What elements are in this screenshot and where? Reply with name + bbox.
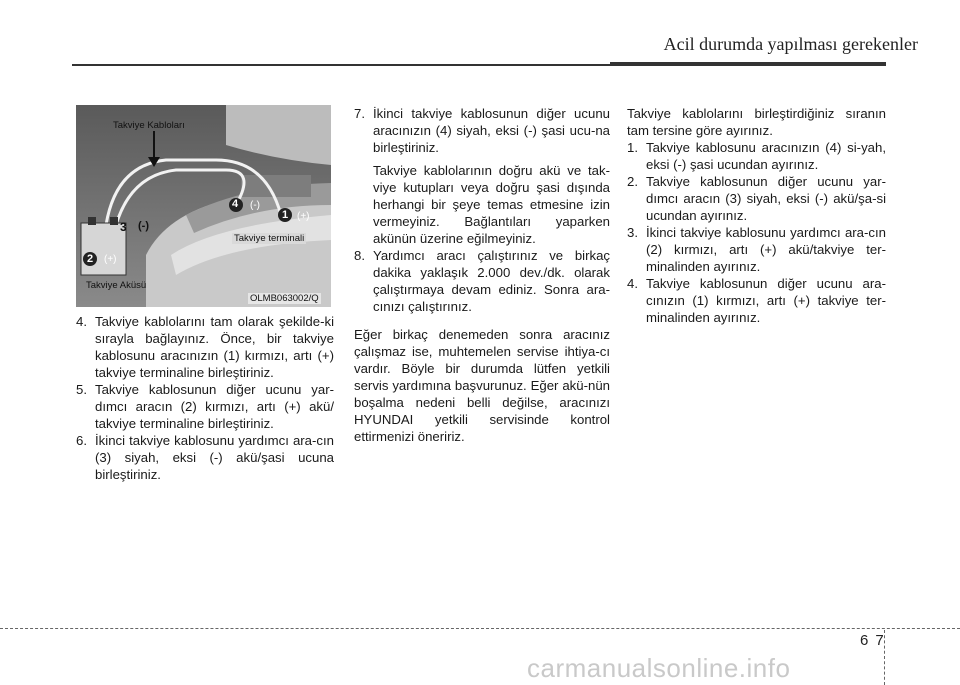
section-title: Acil durumda yapılması gerekenler bbox=[663, 34, 918, 54]
figure-callout-1: 1 bbox=[282, 209, 289, 221]
figure-label-terminal: Takviye terminali bbox=[234, 233, 305, 244]
figure-sign-4: (-) bbox=[250, 200, 260, 211]
figure-callout-2: 2 bbox=[87, 253, 94, 265]
intro-paragraph: Takviye kablolarını birleştirdiğiniz sıranın tam tersine göre ayırınız. bbox=[627, 106, 886, 138]
figure-callout-3: 3 bbox=[120, 220, 127, 234]
step-item bbox=[354, 247, 610, 315]
step-item bbox=[76, 432, 334, 483]
step-item bbox=[627, 275, 886, 326]
step-item bbox=[76, 313, 334, 381]
figure-sign-2: (+) bbox=[104, 254, 117, 265]
middle-column bbox=[354, 105, 610, 445]
left-column bbox=[76, 313, 334, 483]
step-item bbox=[627, 139, 886, 173]
header-rule-accent bbox=[610, 62, 886, 66]
figure-sign-1: (+) bbox=[297, 211, 310, 222]
step-text: Yardımcı aracı çalıştırınız ve birkaç dakika yaklaşık 2.000 dev./dk. olarak çalıştırmaya devam ediniz. Sonra ara-cınızı çalıştırınız. bbox=[373, 248, 610, 314]
step-text: Takviye kablosunun diğer ucunu yar-dımcı aracın (2) kırmızı, artı (+) akü/ takviye terminaline birleştiriniz. bbox=[95, 382, 334, 431]
step-text: Takviye kablosunun diğer ucunu ara-cınızın (1) kırmızı, artı (+) takviye ter-minalinden ayırınız. bbox=[646, 276, 886, 325]
illustration-figure bbox=[76, 105, 331, 307]
step-item bbox=[76, 381, 334, 432]
step-text: İkinci takviye kablosunu yardımcı ara-cın (3) siyah, eksi (-) akü/şasi ucuna birleştiriniz. bbox=[95, 433, 334, 482]
step-item bbox=[627, 173, 886, 224]
step-item bbox=[627, 224, 886, 275]
step-number: 8. bbox=[354, 248, 365, 263]
watermark: carmanualsonline.info bbox=[527, 653, 791, 683]
step-continuation: Takviye kablolarının doğru akü ve tak-viye kutupları veya doğru şasi dışında herhangi bir şeye temas etmesine izin vermeyiniz. Bağlantıları yaparken akünün üzerine eğilmeyiniz. bbox=[373, 163, 610, 246]
step-number: 6. bbox=[76, 433, 87, 448]
note-paragraph: Eğer birkaç denemeden sonra aracınız çalışmaz ise, muhtemelen servise ihtiya-cı vardır. Böyle bir durumda lütfen yetkili servis yardımına başvurunuz. Eğer akü-nün boşalma nedeni belli değilse, aracınızı HYUNDAI yetkili servisinde kontrol ettirmenizi öneririz. bbox=[354, 327, 610, 444]
figure-sign-3: (-) bbox=[138, 220, 149, 232]
step-number: 5. bbox=[76, 382, 87, 397]
step-text: İkinci takviye kablosunu yardımcı ara-cın (2) kırmızı, artı (+) akü/takviye ter-minalinden ayırınız. bbox=[646, 225, 886, 274]
figure-label-cables: Takviye Kabloları bbox=[113, 120, 185, 131]
step-number: 4. bbox=[627, 276, 638, 291]
step-item bbox=[354, 105, 610, 156]
step-text: Takviye kablolarını tam olarak şekilde-ki sırayla bağlayınız. Önce, bir takviye kablosunu aracınızın (1) kırmızı, artı (+) takviye terminaline birleştiriniz. bbox=[95, 314, 334, 380]
step-number: 3. bbox=[627, 225, 638, 240]
step-text: İkinci takviye kablosunun diğer ucunu aracınızın (4) siyah, eksi (-) şasi ucu-na birleştiriniz. bbox=[373, 106, 610, 155]
right-column bbox=[627, 105, 886, 326]
figure-callout-4: 4 bbox=[232, 198, 239, 210]
step-text: Takviye kablosunun diğer ucunu yar-dımcı aracın (3) siyah, eksi (-) akü/şa-si ucundan ayırınız. bbox=[646, 174, 886, 223]
step-number: 1. bbox=[627, 140, 638, 155]
footer-rule bbox=[0, 628, 960, 629]
step-number: 4. bbox=[76, 314, 87, 329]
page-number: 67 bbox=[860, 632, 891, 649]
step-number: 7. bbox=[354, 106, 365, 121]
car-engine-illustration bbox=[76, 105, 331, 307]
figure-label-battery: Takviye Aküsü bbox=[86, 280, 147, 291]
figure-code: OLMB063002/Q bbox=[250, 293, 319, 304]
step-text: Takviye kablosunu aracınızın (4) si-yah, eksi (-) şasi ucundan ayırınız. bbox=[646, 140, 886, 172]
step-number: 2. bbox=[627, 174, 638, 189]
